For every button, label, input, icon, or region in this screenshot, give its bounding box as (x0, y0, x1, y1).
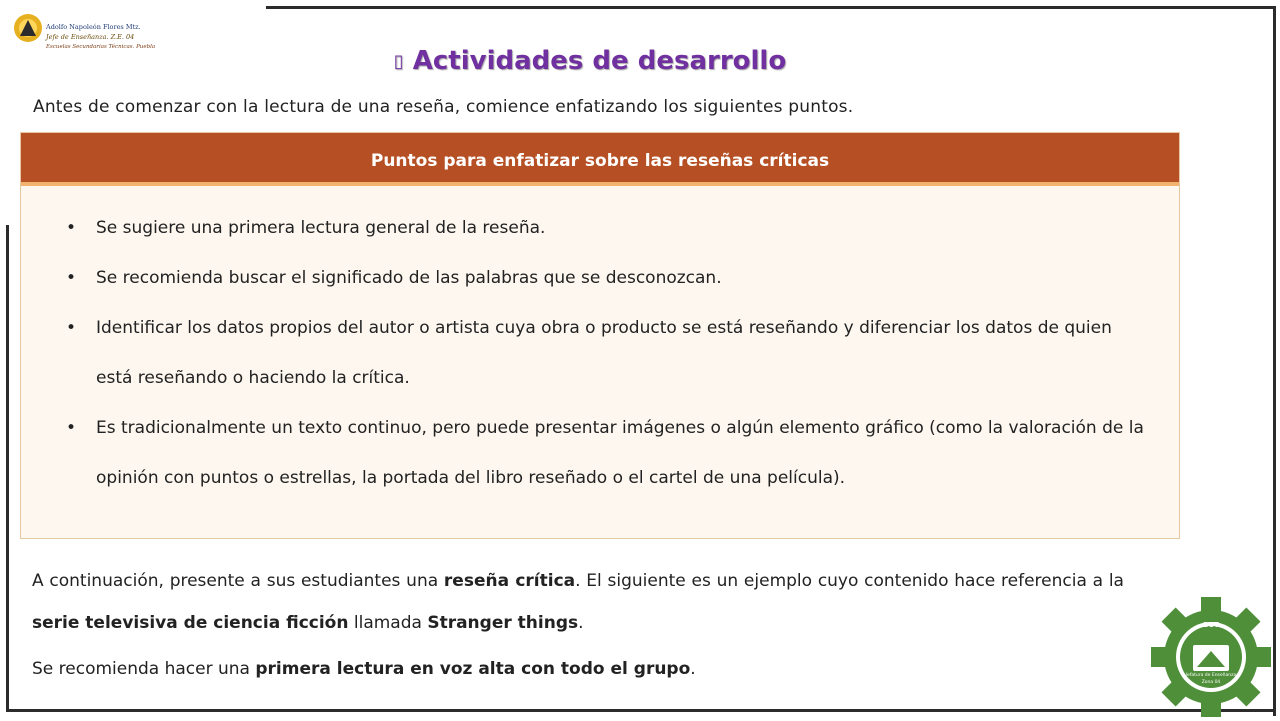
points-table-header: Puntos para enfatizar sobre las reseñas críticas (21, 133, 1179, 186)
emblem-logo (1151, 597, 1271, 717)
title-bullet-icon: ▯ (393, 51, 404, 72)
frame-right-border (1273, 6, 1276, 716)
logo-emblem-icon (12, 10, 48, 50)
bold-text: reseña crítica (443, 571, 576, 591)
paragraph-text: A continuación, presente a sus estudiantes una (32, 571, 444, 591)
logo-line-2: Jefe de Enseñanza. Z.E. 04 (46, 33, 135, 41)
points-table-body (21, 186, 1179, 503)
intro-text: Antes de comenzar con la lectura de una reseña, comience enfatizando los siguientes puntos. (33, 97, 854, 117)
page-title (0, 46, 1180, 76)
bold-text: primera lectura en voz alta con todo el grupo (255, 659, 691, 679)
bold-text: Stranger things (427, 613, 579, 633)
paragraph-text: llamada (348, 613, 428, 633)
list-item (21, 253, 1179, 303)
bullet-icon: • (66, 218, 77, 238)
list-item (21, 403, 1179, 503)
bullet-icon: • (66, 268, 77, 288)
list-item-text: Se recomienda buscar el significado de las palabras que se desconozcan. (96, 268, 722, 288)
gear-emblem-icon (1151, 597, 1271, 717)
emblem-top-text: DST (1203, 621, 1219, 629)
logo-line-1: Adolfo Napoleón Flores Mtz. (46, 23, 141, 31)
list-item-text: Es tradicionalmente un texto continuo, pero puede presentar imágenes o algún elemento gráfico (como la valoración de la opinión con puntos o estrellas, la portada del libro reseñado o el cartel de una película). (96, 418, 1144, 488)
paragraph-recommendation (32, 648, 1124, 690)
bullet-icon: • (66, 418, 77, 438)
logo (12, 10, 156, 50)
title-text: Actividades de desarrollo (412, 46, 787, 76)
list-item (21, 203, 1179, 253)
frame-top-border (266, 6, 1276, 9)
emblem-caption-2: Zona 04 (1201, 680, 1221, 685)
paragraph-text: . (690, 659, 696, 679)
paragraph-example (32, 560, 1124, 644)
logo-line-3: Escuelas Secundarias Técnicas. Puebla (46, 44, 156, 50)
paragraph-text: Se recomienda hacer una (32, 659, 256, 679)
frame-bottom-border (6, 709, 1274, 712)
bullet-icon: • (66, 318, 77, 338)
points-table (20, 132, 1180, 539)
bold-text: serie televisiva de ciencia ficción (32, 613, 349, 633)
list-item (21, 303, 1179, 403)
emblem-caption-1: Jefatura de Enseñanza (1185, 673, 1237, 678)
paragraph-text: . El siguiente es un ejemplo cuyo contenido hace referencia a la (575, 571, 1124, 591)
paragraph-text: . (578, 613, 584, 633)
frame-left-border (6, 225, 9, 711)
list-item-text: Se sugiere una primera lectura general de la reseña. (96, 218, 546, 238)
list-item-text: Identificar los datos propios del autor o artista cuya obra o producto se está reseñando y diferenciar los datos de quien está reseñando o haciendo la crítica. (96, 318, 1112, 388)
